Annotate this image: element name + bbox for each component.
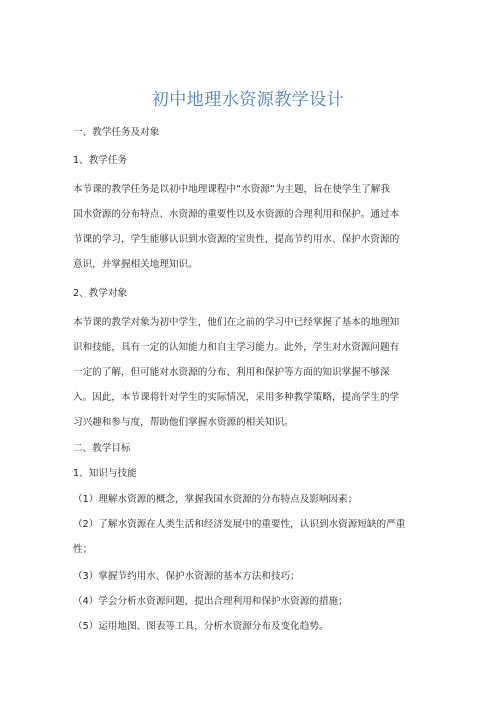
list-item: （3）掌握节约用水、保护水资源的基本方法和技巧； (73, 571, 300, 582)
paragraph-line: 一定的了解，但可能对水资源的分布、利用和保护等方面的知识掌握不够深 (73, 367, 390, 378)
paragraph-line: 国水资源的分布特点、水资源的重要性以及水资源的合理利用和保护。通过本 (73, 209, 400, 220)
subsection-heading: 1、教学任务 (73, 155, 128, 166)
list-item-continuation: 性； (73, 544, 93, 555)
paragraph-line: 入。因此，本节课将针对学生的实际情况，采用多种教学策略，提高学生的学 (73, 392, 400, 403)
subsection-heading: 1、知识与技能 (73, 468, 137, 479)
section-heading: 一、教学任务及对象 (73, 127, 160, 138)
list-item: （5）运用地图、图表等工具，分析水资源分布及变化趋势。 (73, 621, 329, 632)
paragraph-line: 本节课的教学对象为初中学生，他们在之前的学习中已经掌握了基本的地理知 (73, 317, 400, 328)
list-item: （4）学会分析水资源问题，提出合理利用和保护水资源的措施； (73, 596, 348, 607)
document-title: 初中地理水资源教学设计 (151, 90, 345, 110)
paragraph-line: 本节课的教学任务是以初中地理课程中“水资源”为主题，旨在使学生了解我 (73, 184, 390, 195)
paragraph-line: 意识，并掌握相关地理知识。 (73, 259, 198, 270)
list-item: （1）理解水资源的概念，掌握我国水资源的分布特点及影响因素； (73, 494, 358, 505)
paragraph-line: 识和技能，具有一定的认知能力和自主学习能力。此外，学生对水资源问题有 (73, 342, 400, 353)
list-item: （2）了解水资源在人类生活和经济发展中的重要性，认识到水资源短缺的严重 (73, 519, 406, 530)
paragraph-line: 习兴趣和参与度，帮助他们掌握水资源的相关知识。 (73, 417, 294, 428)
subsection-heading: 2、教学对象 (73, 288, 128, 299)
paragraph-line: 节课的学习，学生能够认识到水资源的宝贵性，提高节约用水、保护水资源的 (73, 234, 400, 245)
section-heading: 二、教学目标 (73, 443, 131, 454)
